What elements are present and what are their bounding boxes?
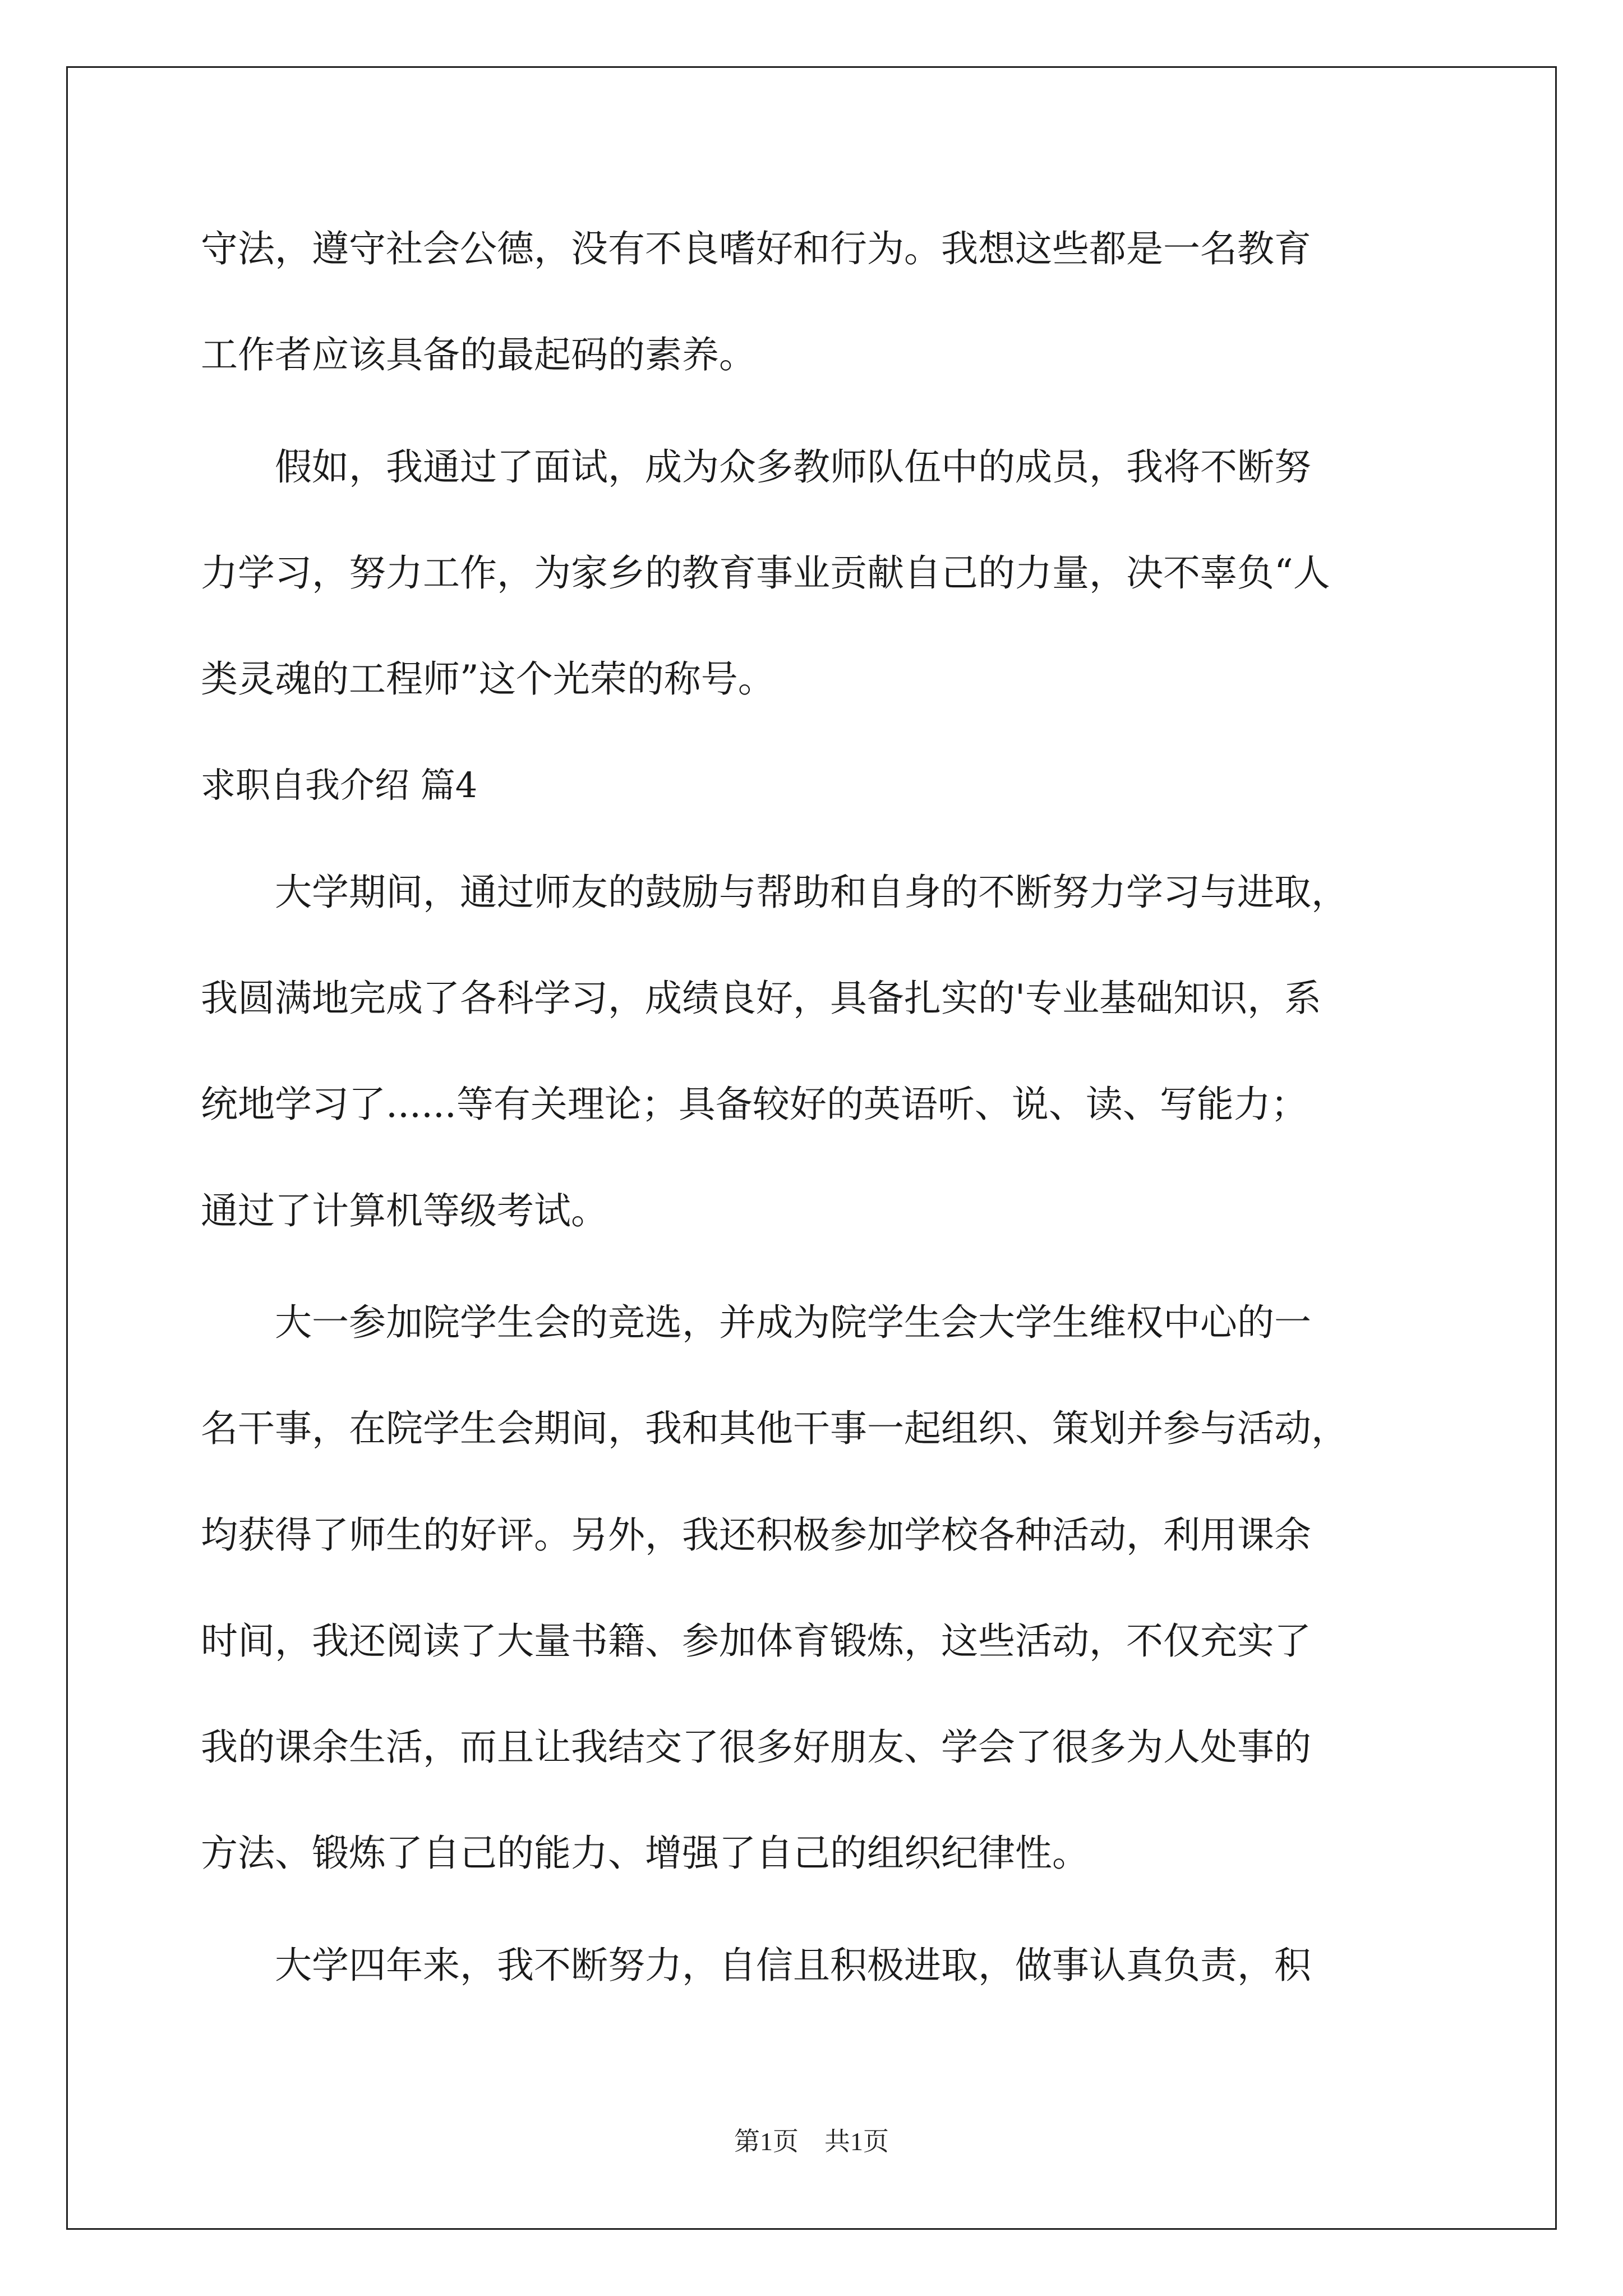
body-line-9: 统地学习了......等有关理论；具备较好的英语听、说、读、写能力； (201, 1083, 1308, 1126)
page-border (66, 66, 1557, 2230)
body-line-10: 通过了计算机等级考试。 (201, 1189, 608, 1232)
body-line-1: 守法，遵守社会公德，没有不良嗜好和行为。我想这些都是一名教育 (201, 227, 1311, 270)
body-line-17: 大学四年来，我不断努力，自信且积极进取，做事认真负责，积 (201, 1944, 1311, 1987)
body-line-5: 类灵魂的工程师”这个光荣的称号。 (201, 657, 775, 701)
section-heading: 求职自我介绍 篇4 (201, 765, 478, 806)
body-line-16: 方法、锻炼了自己的能力、增强了自己的组织纪律性。 (201, 1832, 1089, 1875)
body-line-13: 均获得了师生的好评。另外，我还积极参加学校各种活动，利用课余 (201, 1513, 1311, 1557)
body-line-15: 我的课余生活，而且让我结交了很多好朋友、学会了很多为人处事的 (201, 1726, 1311, 1769)
body-line-7: 大学期间，通过师友的鼓励与帮助和自身的不断努力学习与进取， (201, 871, 1348, 914)
page-number-footer: 第1页 共1页 (734, 2127, 889, 2156)
body-line-11: 大一参加院学生会的竞选，并成为院学生会大学生维权中心的一 (201, 1301, 1311, 1344)
body-line-8: 我圆满地完成了各科学习，成绩良好，具备扎实的'专业基础知识，系 (201, 977, 1322, 1020)
body-line-14: 时间，我还阅读了大量书籍、参加体育锻炼，这些活动，不仅充实了 (201, 1619, 1311, 1663)
body-line-4: 力学习，努力工作，为家乡的教育事业贡献自己的力量，决不辜负“人 (201, 551, 1330, 595)
body-line-2: 工作者应该具备的最起码的素养。 (201, 333, 756, 376)
body-line-12: 名干事，在院学生会期间，我和其他干事一起组织、策划并参与活动， (201, 1407, 1348, 1450)
body-line-3: 假如，我通过了面试，成为众多教师队伍中的成员，我将不断努 (201, 445, 1311, 489)
